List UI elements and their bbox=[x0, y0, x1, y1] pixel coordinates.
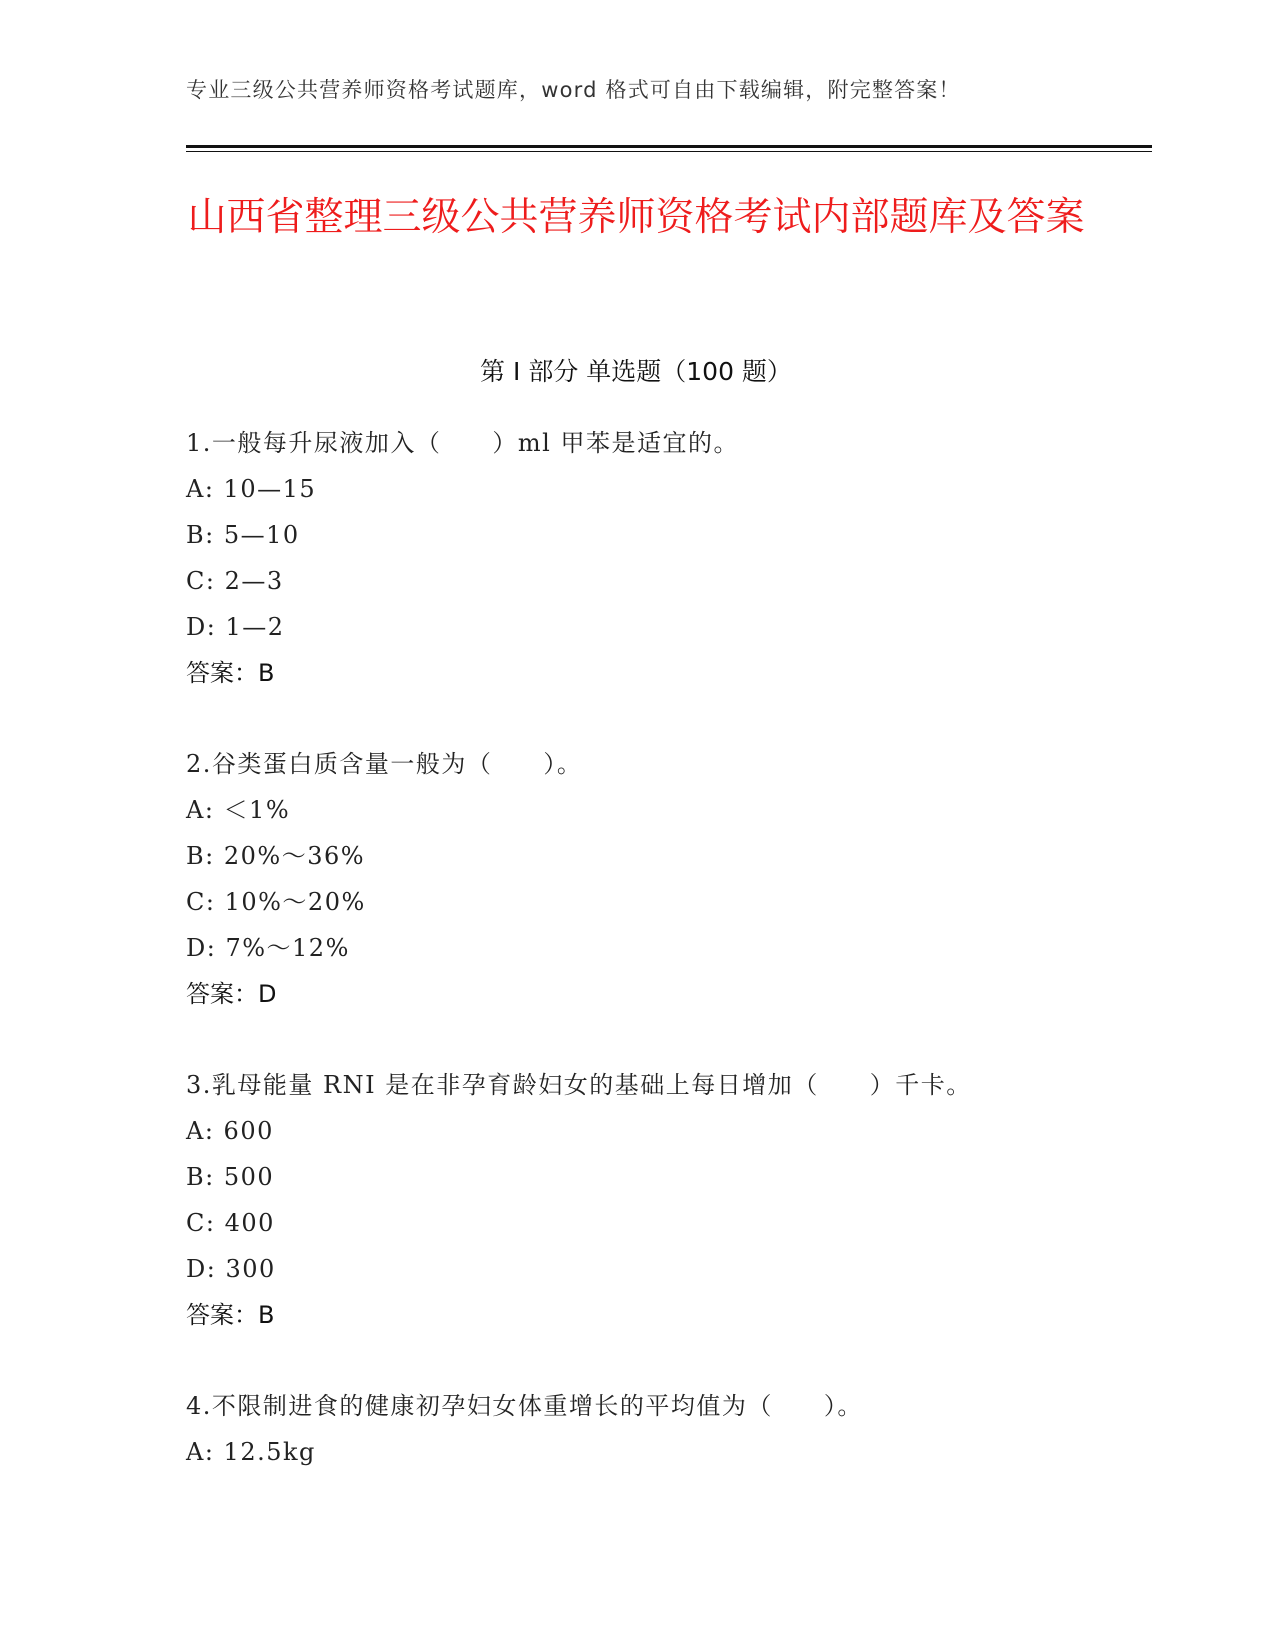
question-4 bbox=[186, 1383, 1146, 1475]
option-c: C: 2—3 bbox=[186, 567, 284, 595]
question-1 bbox=[186, 420, 1146, 696]
answer: 答案：B bbox=[186, 659, 275, 687]
option-c: C: 400 bbox=[186, 1209, 275, 1237]
document-title: 山西省整理三级公共营养师资格考试内部题库及答案 bbox=[187, 195, 1085, 240]
question-stem: 1.一般每升尿液加入（ ）ml 甲苯是适宜的。 bbox=[186, 429, 739, 457]
option-a: A: ＜1% bbox=[186, 796, 291, 824]
question-stem: 2.谷类蛋白质含量一般为（ ）。 bbox=[186, 750, 583, 778]
option-b: B: 5—10 bbox=[186, 521, 300, 549]
answer: 答案：D bbox=[186, 980, 277, 1008]
answer: 答案：B bbox=[186, 1301, 275, 1329]
option-d: D: 300 bbox=[186, 1255, 276, 1283]
option-a: A: 600 bbox=[186, 1117, 274, 1145]
question-stem: 3.乳母能量 RNI 是在非孕育龄妇女的基础上每日增加（ ）千卡。 bbox=[186, 1071, 972, 1099]
option-b: B: 500 bbox=[186, 1163, 275, 1191]
option-b: B: 20%～36% bbox=[186, 842, 366, 870]
header-rule-thin bbox=[186, 151, 1152, 152]
question-stem: 4.不限制进食的健康初孕妇女体重增长的平均值为（ ）。 bbox=[186, 1392, 863, 1420]
section-title: 第 I 部分 单选题（100 题） bbox=[480, 357, 792, 386]
option-a: A: 10—15 bbox=[186, 475, 317, 503]
header-rule-thick bbox=[186, 145, 1152, 148]
header-note: 专业三级公共营养师资格考试题库，word 格式可自由下载编辑，附完整答案！ bbox=[186, 78, 961, 102]
option-d: D: 7%～12% bbox=[186, 934, 350, 962]
option-d: D: 1—2 bbox=[186, 613, 285, 641]
question-2 bbox=[186, 741, 1146, 1017]
question-3 bbox=[186, 1062, 1146, 1338]
option-a: A: 12.5kg bbox=[186, 1438, 316, 1466]
option-c: C: 10%～20% bbox=[186, 888, 366, 916]
